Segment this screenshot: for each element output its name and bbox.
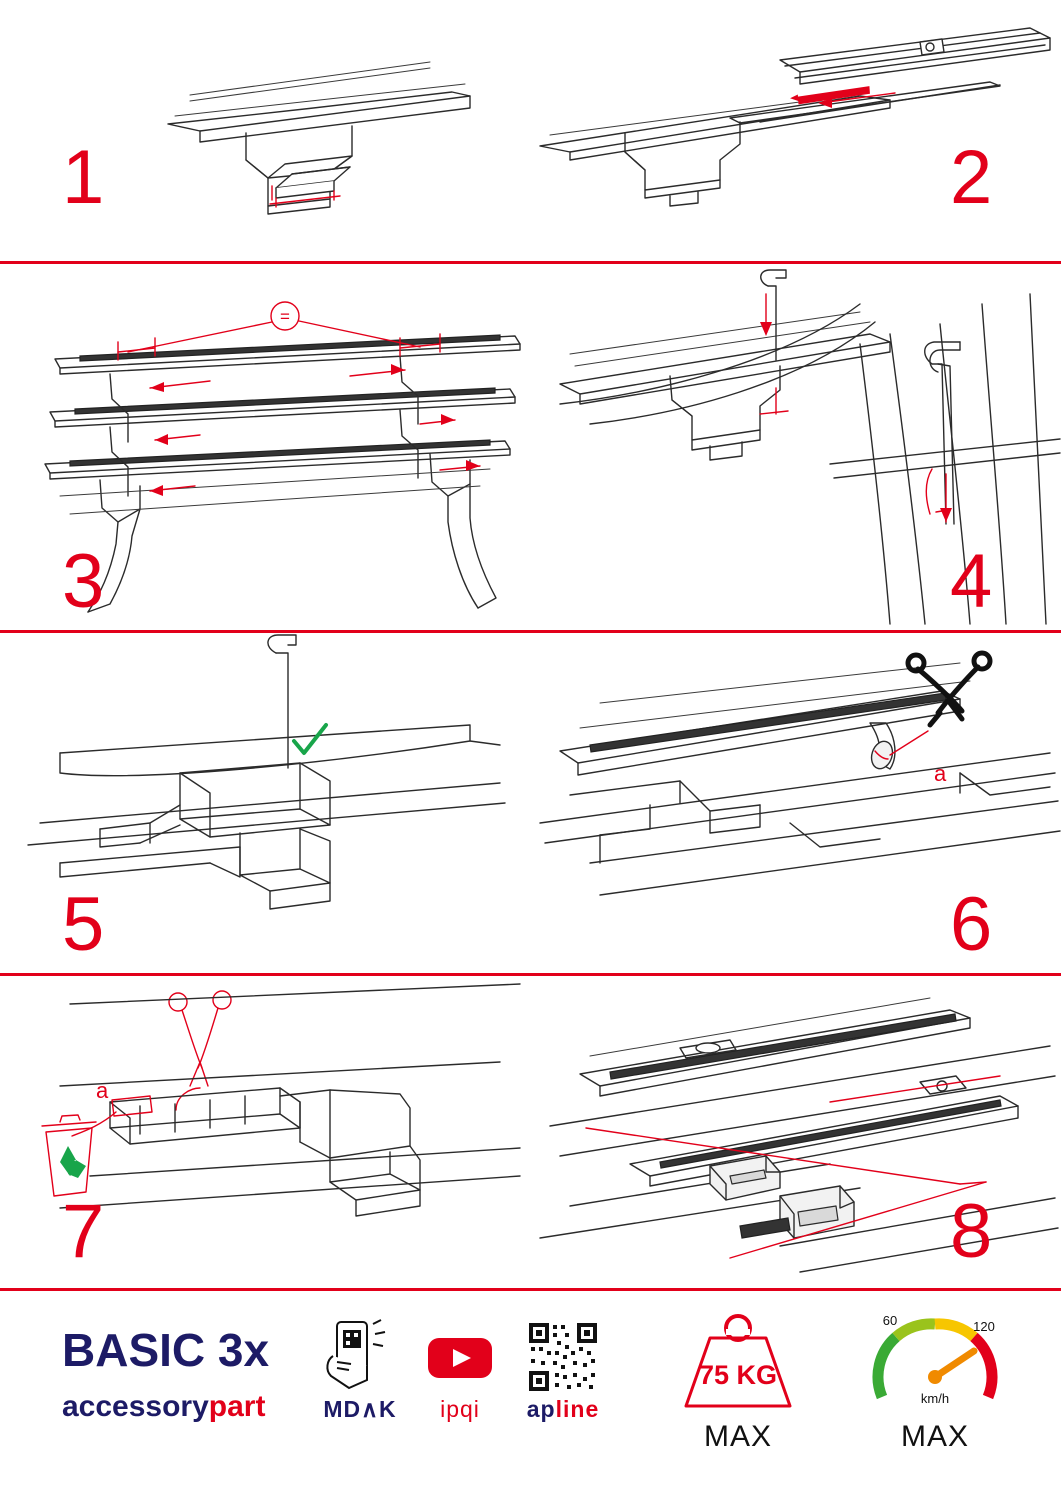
step-4-number: 4 [950, 539, 991, 624]
logo-apline-label [488, 1396, 638, 1423]
mdak-part1: MD [323, 1396, 362, 1422]
hand-phone-qr-icon [315, 1318, 405, 1396]
recycle-bin-icon [42, 1115, 96, 1196]
youtube-icon[interactable] [427, 1334, 493, 1380]
mdak-part3: K [379, 1396, 397, 1422]
apline-part1: ap [526, 1396, 556, 1422]
step-1-illustration [0, 0, 530, 261]
speed-tick-low: 60 [882, 1313, 898, 1328]
label-a-step7: a [96, 1078, 109, 1103]
brand-block [62, 1325, 269, 1425]
checkmark-icon [294, 725, 326, 753]
brand-name [62, 1389, 269, 1425]
equal-symbol: = [280, 307, 290, 326]
step-1-number: 1 [62, 135, 103, 220]
step-1-panel [0, 0, 530, 261]
footer [0, 1290, 1061, 1500]
step-5-number: 5 [62, 882, 103, 967]
step-7-panel [0, 976, 530, 1288]
step-5-panel [0, 633, 530, 973]
label-a-step6: a [934, 761, 947, 786]
load-limit-caption: MAX [703, 1420, 772, 1453]
step-6-panel [530, 633, 1061, 973]
weight-icon [670, 1308, 806, 1414]
product-name-main: BASIC [62, 1324, 206, 1376]
brand-name-part1: accessory [62, 1390, 209, 1423]
brand-name-part2: part [208, 1390, 266, 1423]
load-limit-value: 75 KG [698, 1360, 778, 1390]
step-8-panel [530, 976, 1061, 1288]
step-3-number: 3 [62, 539, 103, 624]
load-limit-block [648, 1306, 828, 1454]
product-name-qty: 3x [217, 1324, 270, 1376]
speedometer-icon [860, 1307, 1010, 1415]
step-3-panel [0, 264, 530, 630]
step-4-panel [530, 264, 1061, 630]
step-2-panel [530, 0, 1061, 261]
step-7-number: 7 [62, 1189, 103, 1274]
step-8-number: 8 [950, 1189, 991, 1274]
mdak-part2: ∧ [361, 1396, 379, 1422]
qr-code-icon[interactable] [527, 1321, 599, 1393]
step-2-number: 2 [950, 135, 991, 220]
step-2-illustration [530, 0, 1061, 261]
product-name [62, 1325, 269, 1375]
speed-limit-caption: MAX [900, 1420, 969, 1453]
speed-tick-high: 120 [973, 1319, 995, 1334]
speed-limit-block [840, 1306, 1030, 1454]
logo-ipqi-label: ipqi [440, 1396, 480, 1422]
step-6-number: 6 [950, 882, 991, 967]
apline-part2: line [555, 1396, 600, 1422]
logo-apline [488, 1318, 638, 1423]
speed-unit: km/h [920, 1391, 950, 1406]
